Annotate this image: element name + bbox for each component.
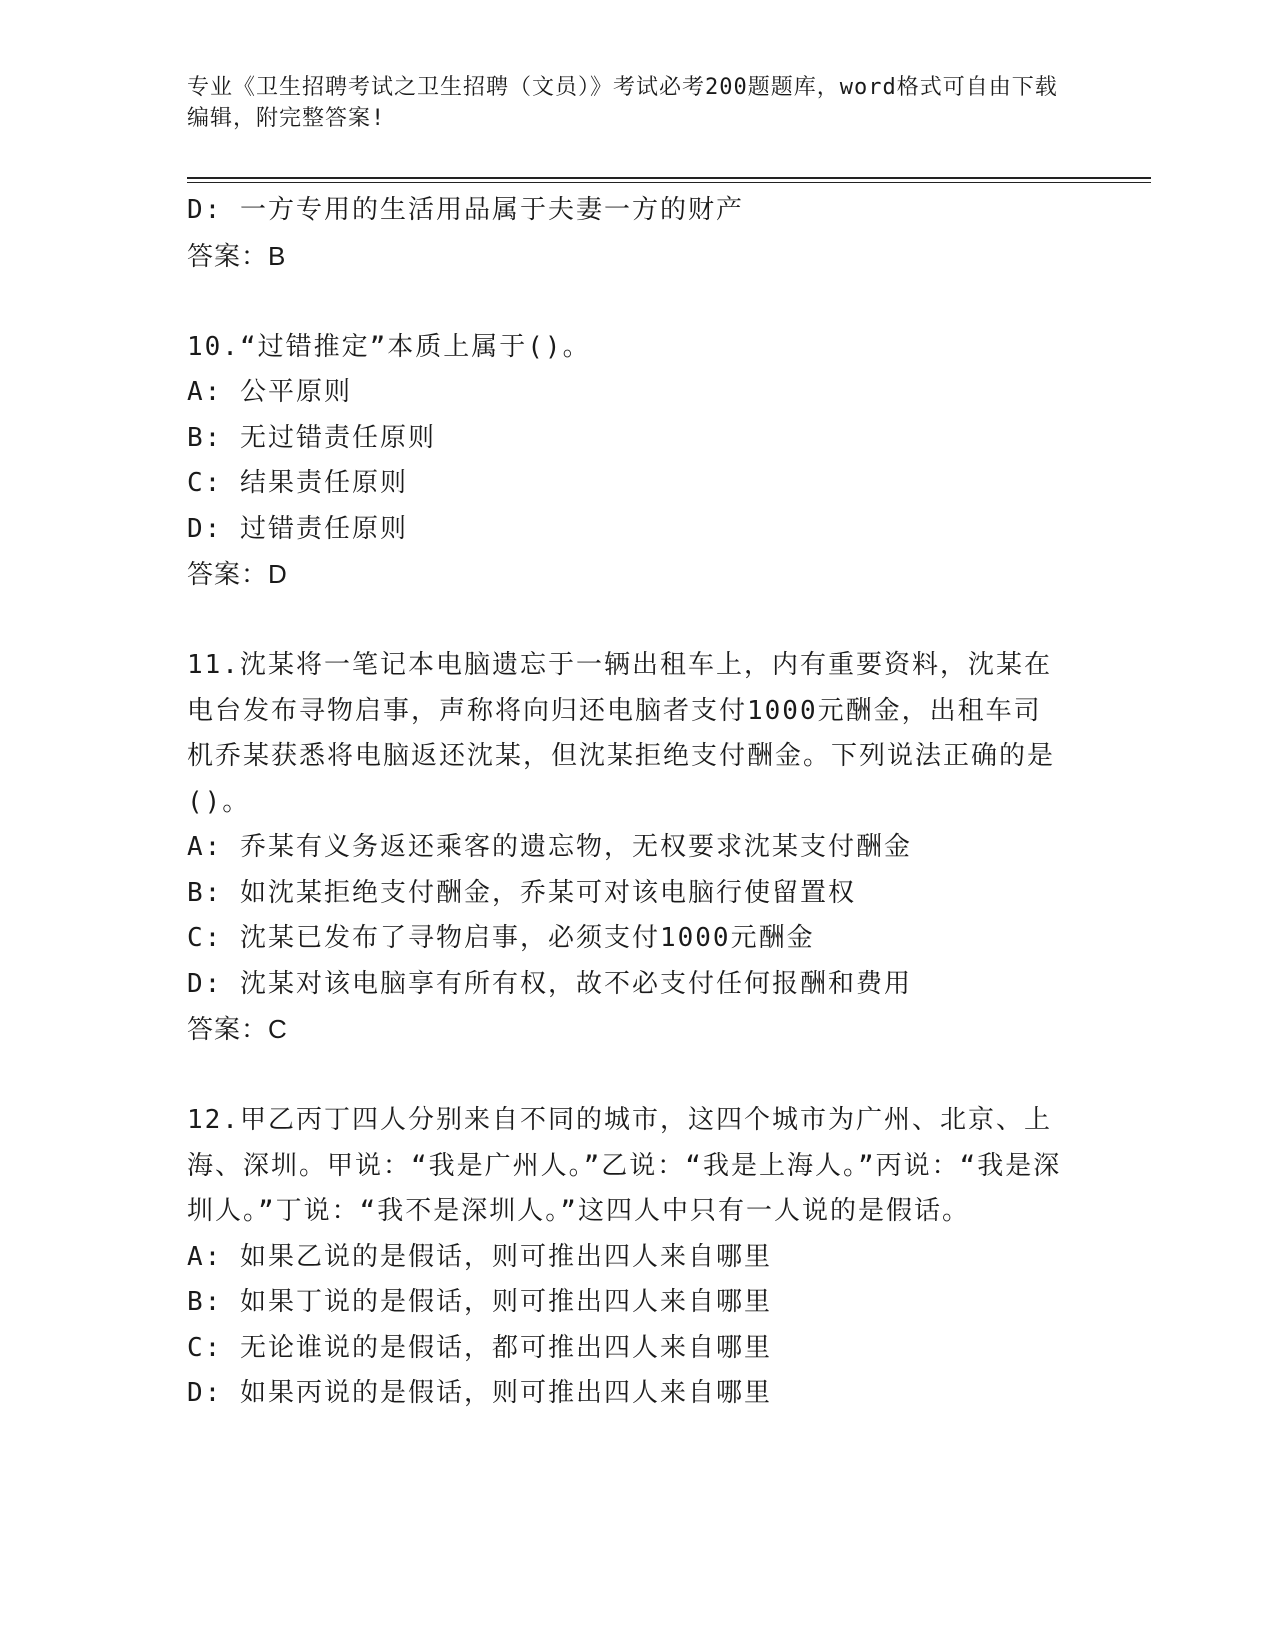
option-b: B: 无过错责任原则 — [187, 422, 436, 453]
option-d: D: 如果丙说的是假话，则可推出四人来自哪里 — [187, 1378, 772, 1408]
question-stem: 11.沈某将一笔记本电脑遗忘于一辆出租车上，内有重要资料，沈某在电台发布寻物启事，声称将向归还电脑者支付1000元酬金，出租车司机乔某获悉将电脑返还沈某，但沈某拒绝支付酬金。下列说法正确的是()。 — [187, 650, 1056, 817]
carryover-option-d: D: 一方专用的生活用品属于夫妻一方的财产 — [187, 195, 744, 225]
option-d: D: 过错责任原则 — [187, 513, 408, 544]
option-a: A: 如果乙说的是假话，则可推出四人来自哪里 — [187, 1241, 772, 1272]
spacer — [187, 598, 1067, 644]
spacer — [187, 1053, 1067, 1099]
option-a: A: 乔某有义务返还乘客的遗忘物，无权要求沈某支付酬金 — [187, 832, 912, 862]
header-divider-thin — [187, 182, 1151, 183]
option-a: A: 公平原则 — [187, 377, 352, 407]
question-stem: 12.甲乙丙丁四人分别来自不同的城市，这四个城市为广州、北京、上海、深圳。甲说：“我是广州人。”乙说：“我是上海人。”丙说：“我是深圳人。”丁说：“我不是深圳人。”这四人中只有一人说的是假话。 — [187, 1105, 1062, 1226]
question-10 — [187, 325, 1067, 598]
question-11 — [187, 643, 1067, 1053]
option-c: C: 无论谁说的是假话，都可推出四人来自哪里 — [187, 1332, 772, 1363]
question-12 — [187, 1098, 1067, 1417]
option-b: B: 如果丁说的是假话，则可推出四人来自哪里 — [187, 1287, 772, 1317]
option-b: B: 如沈某拒绝支付酬金，乔某可对该电脑行使留置权 — [187, 877, 856, 908]
header-divider-thick — [187, 177, 1151, 179]
option-c: C: 结果责任原则 — [187, 468, 408, 498]
question-content — [187, 188, 1067, 1417]
option-d: D: 沈某对该电脑享有所有权，故不必支付任何报酬和费用 — [187, 968, 912, 999]
carryover-answer: 答案：B — [187, 240, 287, 271]
page-header: 专业《卫生招聘考试之卫生招聘（文员）》考试必考200题题库，word格式可自由下载编辑，附完整答案! — [187, 75, 1058, 131]
answer: 答案：C — [187, 1014, 288, 1044]
option-c: C: 沈某已发布了寻物启事，必须支付1000元酬金 — [187, 923, 815, 953]
question-stem: 10.“过错推定”本质上属于()。 — [187, 331, 591, 362]
spacer — [187, 279, 1067, 325]
answer: 答案：D — [187, 559, 288, 589]
